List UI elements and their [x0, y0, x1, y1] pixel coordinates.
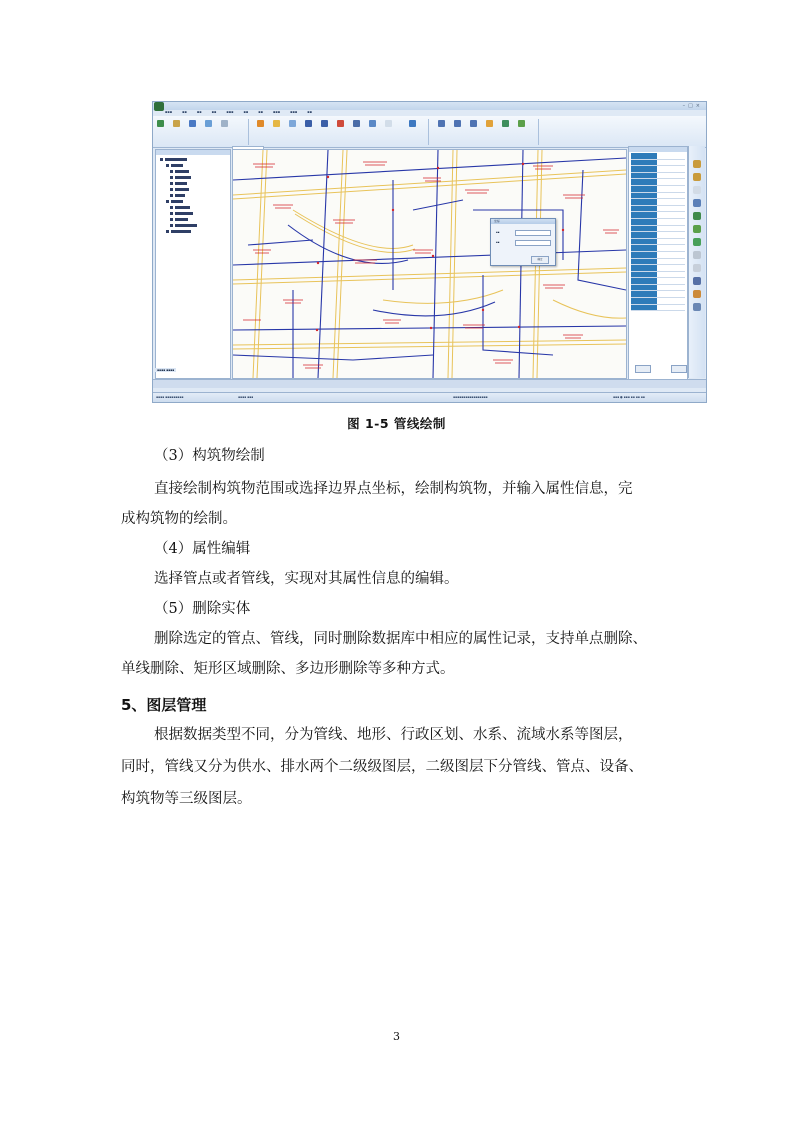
map-toolstrip — [688, 146, 705, 378]
ribbon-tool-icon — [369, 120, 376, 127]
attribute-row — [631, 239, 685, 246]
ribbon-tool-icon — [438, 120, 445, 127]
attribute-row — [631, 298, 685, 305]
attribute-cancel-button[interactable] — [671, 365, 687, 373]
ribbon-tool-icon — [353, 120, 360, 127]
body-line: 单线删除、矩形区域删除、多边形删除等多种方式。 — [121, 661, 455, 677]
figure-screenshot — [152, 101, 707, 403]
attribute-row — [631, 291, 685, 298]
layer-panel-tabs: ▪▪▪▪ ▪▪▪▪ — [157, 368, 175, 372]
measure-icon[interactable] — [693, 290, 701, 298]
figure-caption: 图 1-5 管线绘制 — [347, 416, 446, 431]
ribbon-tool-icon — [189, 120, 196, 127]
ribbon-tool-icon — [205, 120, 212, 127]
select-icon[interactable] — [693, 264, 701, 272]
ribbon-tool-icon — [257, 120, 264, 127]
subheading-attribute-editing: （4）属性编辑 — [154, 541, 251, 557]
app-statusbar — [153, 392, 706, 403]
back-arrow-icon[interactable] — [693, 238, 701, 246]
attribute-row — [631, 153, 685, 160]
ribbon-tool-icon — [486, 120, 493, 127]
attribute-apply-button[interactable] — [635, 365, 651, 373]
body-line: 成构筑物的绘制。 — [121, 511, 237, 527]
ribbon-separator — [538, 119, 539, 145]
attribute-row — [631, 212, 685, 219]
pan-icon[interactable] — [693, 186, 701, 194]
app-menubar: ▪▪▪ ▪▪ ▪▪ ▪▪ ▪▪▪ ▪▪ ▪▪ ▪▪▪ ▪▪▪ ▪▪ — [165, 110, 312, 114]
attribute-panel-buttons — [635, 365, 687, 373]
status-segment: ▪▪▪▪ ▪▪▪▪▪▪▪▪▪ — [156, 395, 184, 399]
tools-icon[interactable] — [693, 303, 701, 311]
ribbon-tool-icon — [273, 120, 280, 127]
ribbon-tool-icon — [289, 120, 296, 127]
x-coordinate-field[interactable] — [515, 230, 551, 236]
attribute-table — [629, 152, 687, 312]
attribute-row — [631, 186, 685, 193]
forward-arrow-icon[interactable] — [693, 251, 701, 259]
attribute-row — [631, 173, 685, 180]
ribbon-tool-icon — [518, 120, 525, 127]
app-ribbon-toolbar — [153, 116, 706, 148]
attribute-row — [631, 272, 685, 279]
ribbon-tool-icon — [409, 120, 416, 127]
attribute-row — [631, 259, 685, 266]
attribute-row — [631, 160, 685, 167]
full-extent-icon[interactable] — [693, 212, 701, 220]
ribbon-tool-icon — [454, 120, 461, 127]
attribute-row — [631, 226, 685, 233]
y-coordinate-field[interactable] — [515, 240, 551, 246]
coordinate-dialog — [490, 218, 556, 266]
refresh-icon[interactable] — [693, 225, 701, 233]
map-canvas — [232, 149, 627, 379]
dialog-ok-button[interactable]: 确定 — [531, 256, 549, 264]
ribbon-tool-icon — [157, 120, 164, 127]
body-line: 构筑物等三级图层。 — [121, 791, 252, 807]
attribute-row — [631, 199, 685, 206]
section-heading-layer-management: 5、图层管理 — [121, 696, 207, 714]
y-field-label: ▪▪ — [496, 241, 500, 244]
pipeline-map — [233, 150, 626, 378]
attribute-row — [631, 285, 685, 292]
globe-icon[interactable] — [693, 199, 701, 207]
ribbon-separator — [428, 119, 429, 145]
attribute-row — [631, 265, 685, 272]
ribbon-tool-icon — [337, 120, 344, 127]
ribbon-tool-icon — [305, 120, 312, 127]
app-titlebar — [153, 102, 706, 110]
subheading-delete-entity: （5）删除实体 — [154, 601, 251, 617]
x-field-label: ▪▪ — [496, 231, 500, 234]
zoom-in-icon[interactable] — [693, 160, 701, 168]
page-number: 3 — [393, 1030, 400, 1043]
app-logo-icon — [154, 102, 164, 111]
body-line: 根据数据类型不同，分为管线、地形、行政区划、水系、流域水系等图层， — [154, 727, 633, 743]
body-line: 选择管点或者管线，实现对其属性信息的编辑。 — [154, 571, 459, 587]
attribute-row — [631, 219, 685, 226]
zoom-out-icon[interactable] — [693, 173, 701, 181]
ribbon-tool-icon — [385, 120, 392, 127]
ribbon-tool-icon — [221, 120, 228, 127]
identify-icon[interactable] — [693, 277, 701, 285]
ribbon-tool-icon — [502, 120, 509, 127]
attribute-row — [631, 232, 685, 239]
attribute-row — [631, 193, 685, 200]
attribute-row — [631, 305, 685, 312]
attribute-row — [631, 278, 685, 285]
dialog-title: 坐标 — [491, 219, 555, 224]
status-segment: ▪▪▪▪ ▪▪▪ — [238, 395, 254, 399]
status-segment: ▪▪▪ ● ▪▪▪ ▪▪ ▪▪ ▪▪ — [613, 395, 645, 399]
attribute-row — [631, 166, 685, 173]
ribbon-tool-icon — [470, 120, 477, 127]
subheading-structure-drawing: （3）构筑物绘制 — [154, 448, 265, 464]
attribute-panel — [628, 146, 688, 380]
layer-tree — [156, 155, 228, 245]
layer-tree-panel — [155, 149, 231, 379]
attribute-row — [631, 245, 685, 252]
body-line: 同时，管线又分为供水、排水两个二级级图层，二级图层下分管线、管点、设备、 — [121, 759, 643, 775]
attribute-row — [631, 252, 685, 259]
status-segment: ▪▪▪▪▪▪▪▪▪▪▪▪▪▪▪▪▪ — [453, 395, 488, 399]
ribbon-tool-icon — [321, 120, 328, 127]
ribbon-separator — [248, 119, 249, 145]
ribbon-tool-icon — [173, 120, 180, 127]
attribute-row — [631, 179, 685, 186]
body-line: 直接绘制构筑物范围或选择边界点坐标，绘制构筑物，并输入属性信息，完 — [154, 481, 633, 497]
body-line: 删除选定的管点、管线，同时删除数据库中相应的属性记录，支持单点删除、 — [154, 631, 647, 647]
output-log-bar — [153, 379, 706, 388]
attribute-row — [631, 206, 685, 213]
window-controls: –□× — [682, 103, 703, 109]
